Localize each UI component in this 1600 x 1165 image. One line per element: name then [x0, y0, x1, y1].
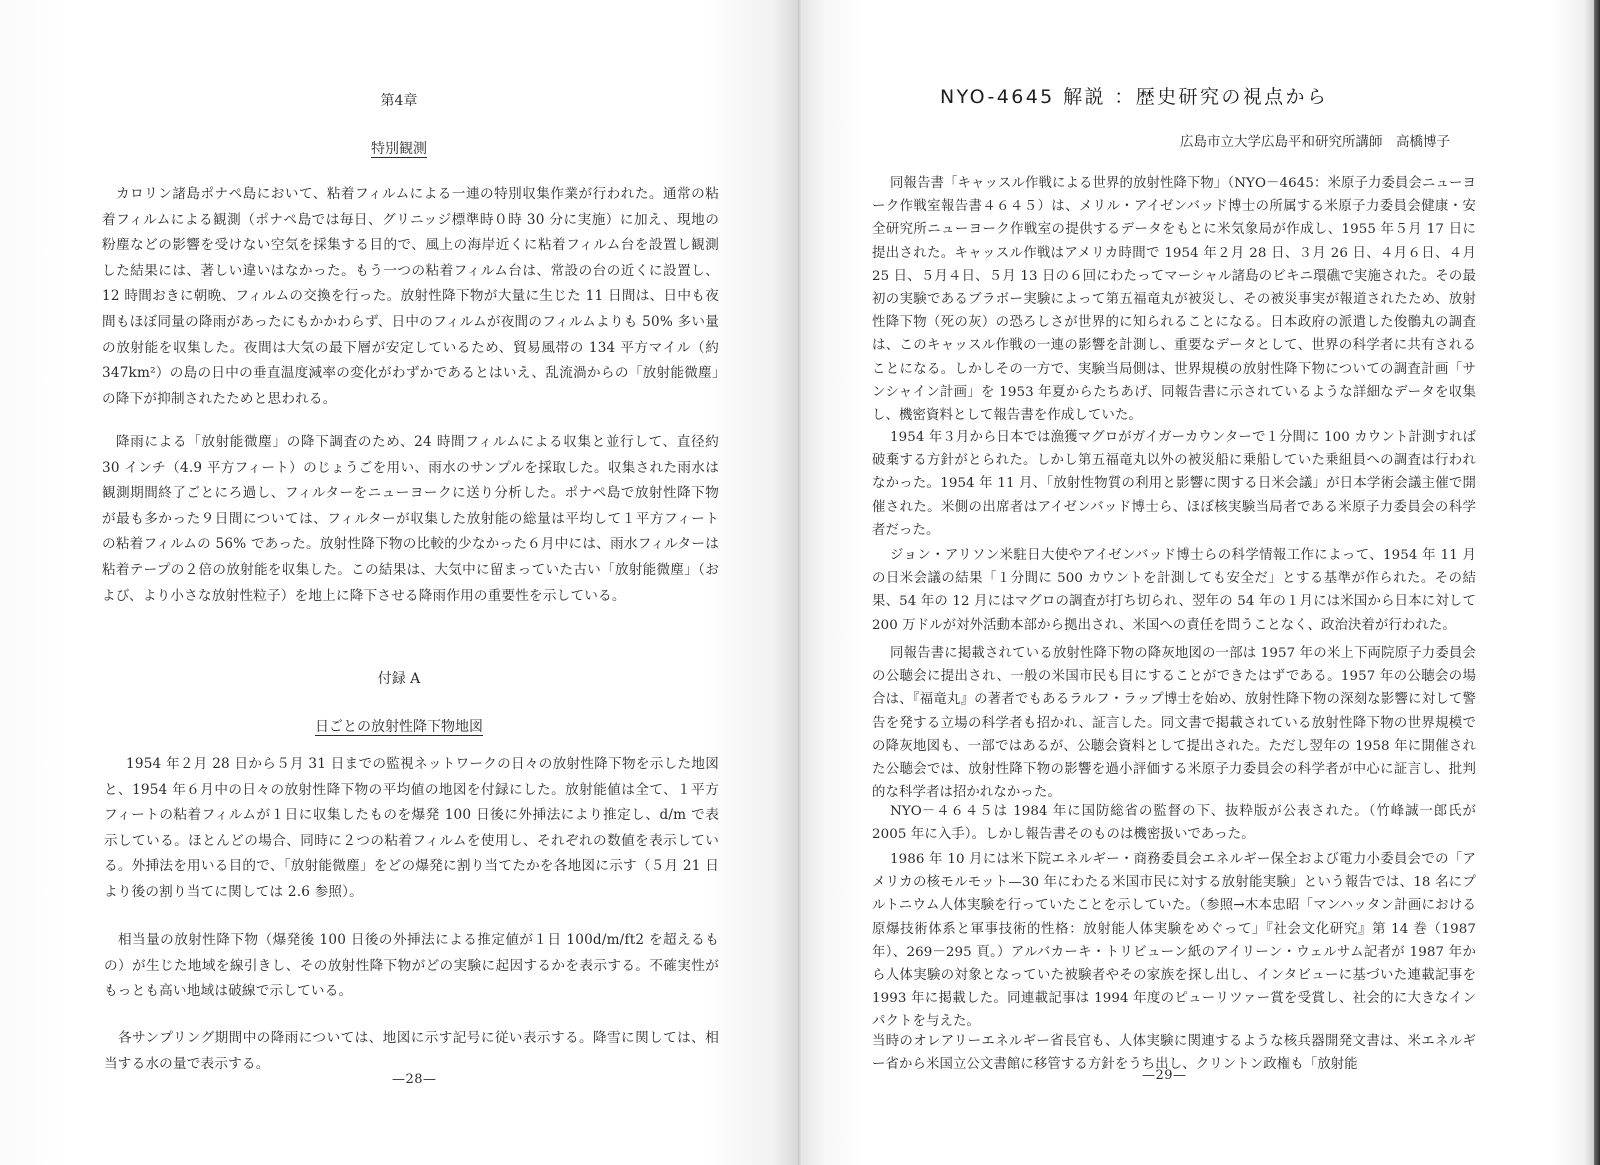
right-paragraph-3: ジョン・アリソン米駐日大使やアイゼンバッド博士らの科学情報工作によって、1954 年 11 月の日米会議の結果「１分間に 500 カウントを計測しても安全だ」とする基準が作られた。その結果、54 年の 12 月にはマグロの調査が打ち切られ、翌年の 54 年の１月には米国から日本に対して 200 万ドルが対外活動本部から拠出され、米国への責任を問うことなく、政治決着が行われた。	[872, 548, 1476, 633]
appendix-paragraph-3: 各サンプリング期間中の降雨については、地図に示す記号に従い表示する。降雪に関しては、相当する水の量で表示する。	[104, 1030, 719, 1072]
appendix-heading: 付録 A	[377, 671, 421, 687]
right-paragraph-1: 同報告書「キャッスル作戦による世界的放射性降下物」（NYO－4645：米原子力委員会ニューヨーク作戦室報告書４６４５）は、メリル・アイゼンバッド博士の所属する米原子力委員会健康・安全研究所ニューヨーク作戦室の提供するデータをもとに米気象局が作成し、1955 年５月 17 日に提出された。キャッスル作戦はアメリカ時間で 1954 年２月 28 日、３月 26 日、４月６日、４月 25 日、５月４日、５月 13 日の６回にわたってマーシャル諸島のビキニ環礁で実施された。その最初の実験であるブラボー実験によって第五福竜丸が被災し、その被災事実が報道されたため、放射性降下物（死の灰）の恐ろしさが世界的に知られることになる。日本政府の派遣した俊鶻丸の調査は、このキャッスル作戦の一連の影響を計測し、重要なデータとして、世界の科学者に共有されることになる。しかしその一方で、実験当局側は、世界規模の放射性降下物についての調査計画「サンシャイン計画」を 1953 年夏からたちあげ、同報告書に示されているような詳細なデータを収集し、機密資料として報告書を作成していた。	[872, 176, 1476, 424]
page-number-left: —28—	[392, 1072, 437, 1087]
section-title: 特別観測	[371, 141, 427, 157]
article-title: NYO-4645 解説 ：歴史研究の視点から	[940, 86, 1329, 108]
page-edge-shadow	[1594, 0, 1600, 1165]
right-paragraph-7: 当時のオレアリーエネルギー省長官も、人体実験に関連するような核兵器開発文書は、米エネルギー省から米国立公文書館に移管する方針をうち出し、クリントン政権も「放射能	[872, 1034, 1476, 1073]
author-byline: 広島市立大学広島平和研究所講師 高橋博子	[1180, 134, 1450, 150]
right-paragraph-5: NYO－４６４５は 1984 年に国防総省の監督の下、抜粋版が公表された。（竹峰誠一郎氏が 2005 年に入手）。しかし報告書そのものは機密扱いであった。	[872, 804, 1476, 843]
left-paragraph-1: カロリン諸島ポナペ島において、粘着フィルムによる一連の特別収集作業が行われた。通常の粘着フィルムによる観測（ポナペ島では毎日、グリニッジ標準時０時 30 分に実施）に加え、現地の粉塵などの影響を受けない空気を採集する目的で、風上の海岸近くに粘着フィルム台を設置し観測した結果には、著しい違いはなかった。もう一つの粘着フィルム台は、常設の台の近くに設置し、12 時間おきに朝晩、フィルムの交換を行った。放射性降下物が大量に生じた 11 日間は、日中も夜間もほぼ同量の降雨があったにもかかわらず、日中のフィルムが夜間のフィルムよりも 50% 多い量の放射能を収集した。夜間は大気の最下層が安定しているため、貿易風帯の 134 平方マイル（約 347km²）の島の日中の垂直温度減率の変化がわずかであるとはいえ、乱流渦からの「放射能微塵」の降下が抑制されたためと思われる。	[102, 186, 719, 407]
appendix-paragraph-1: 1954 年２月 28 日から５月 31 日までの監視ネットワークの日々の放射性降下物を示した地図と、1954 年６月中の日々の放射性降下物の平均値の地図を付録にした。放射能値は全て、１平方フィートの粘着フィルムが１日に収集したものを爆発 100 日後に外挿法により推定し、d/m で表示している。ほとんどの場合、同時に２つの粘着フィルムを使用し、それぞれの数値を表示している。外挿法を用いる目的で、「放射能微塵」をどの爆発に割り当てたかを各地図に示す（５月 21 日より後の割り当てに関しては 2.6 参照）。	[104, 756, 719, 900]
appendix-title: 日ごとの放射性降下物地図	[315, 719, 483, 735]
right-paragraph-4: 同報告書に掲載されている放射性降下物の降灰地図の一部は 1957 年の米上下両院原子力委員会の公聴会に提出され、一般の米国市民も目にすることができたはずである。1957 年の公聴会の場合は、『福竜丸』の著者でもあるラルフ・ラップ博士を始め、放射性降下物の深刻な影響に対して警告を発する立場の科学者も招かれ、証言した。同文書で掲載されている放射性降下物の世界規模での降灰地図も、一部ではあるが、公聴会資料として提出された。ただし翌年の 1958 年に開催された公聴会では、放射性降下物の影響を過小評価する米原子力委員会の科学者が中心に証言し、批判的な科学者は招かれなかった。	[872, 646, 1476, 801]
left-page	[0, 0, 798, 1165]
left-paragraph-2: 降雨による「放射能微塵」の降下調査のため、24 時間フィルムによる収集と並行して、直径約 30 インチ（4.9 平方フィート）のじょうごを用い、雨水のサンプルを採取した。収集された雨水は観測期間終了ごとにろ過し、フィルターをニューヨークに送り分析した。ポナペ島で放射性降下物が最も多かった９日間については、フィルターが収集した放射能の総量は平均して１平方フィートの粘着フィルムの 56% であった。放射性降下物の比較的少なかった６月中には、雨水フィルターは粘着テープの２倍の放射能を収集した。この結果は、大気中に留まっていた古い「放射能微塵」（および、より小さな放射性粒子）を地上に降下させる降雨作用の重要性を示している。	[102, 434, 719, 604]
right-paragraph-6: 1986 年 10 月には米下院エネルギー・商務委員会エネルギー保全および電力小委員会での「アメリカの核モルモット—30 年にわたる米国市民に対する放射能実験」という報告では、18 名にプルトニウム人体実験を行っていたことを示していた。（参照→木本忠昭「マンハッタン計画における原爆技術体系と軍事技術的性格：放射能人体実験をめぐって」『社会文化研究』第 14 巻（1987 年）、269－295 頁。）アルバカーキ・トリビューン紙のアイリーン・ウェルサム記者が 1987 年から人体実験の対象となっていた被験者やその家族を探し出し、インタビューに基づいた連載記事を 1993 年に掲載した。同連載記事は 1994 年度のピューリツァー賞を受賞し、社会的に大きなインパクトを与えた。	[872, 852, 1476, 1030]
right-paragraph-2: 1954 年３月から日本では漁獲マグロがガイガーカウンターで１分間に 100 カウント計測すれば破棄する方針がとられた。しかし第五福竜丸以外の被災船に乗船していた乗組員への調査は行われなかった。1954 年 11 月、「放射性物質の利用と影響に関する日米会議」が日本学術会議主催で開催された。米側の出席者はアイゼンバッド博士ら、ほぼ核実験当局者である米原子力委員会の科学者だった。	[872, 430, 1476, 538]
chapter-heading: 第4章	[380, 93, 418, 109]
right-page	[802, 0, 1600, 1165]
page-number-right: —29—	[1142, 1068, 1187, 1083]
appendix-paragraph-2: 相当量の放射性降下物（爆発後 100 日後の外挿法による推定値が１日 100d/m/ft2 を超えるもの）が生じた地域を線引きし、その放射性降下物がどの実験に起因するかを表示する。不確実性がもっとも高い地域は破線で示している。	[104, 932, 719, 1000]
